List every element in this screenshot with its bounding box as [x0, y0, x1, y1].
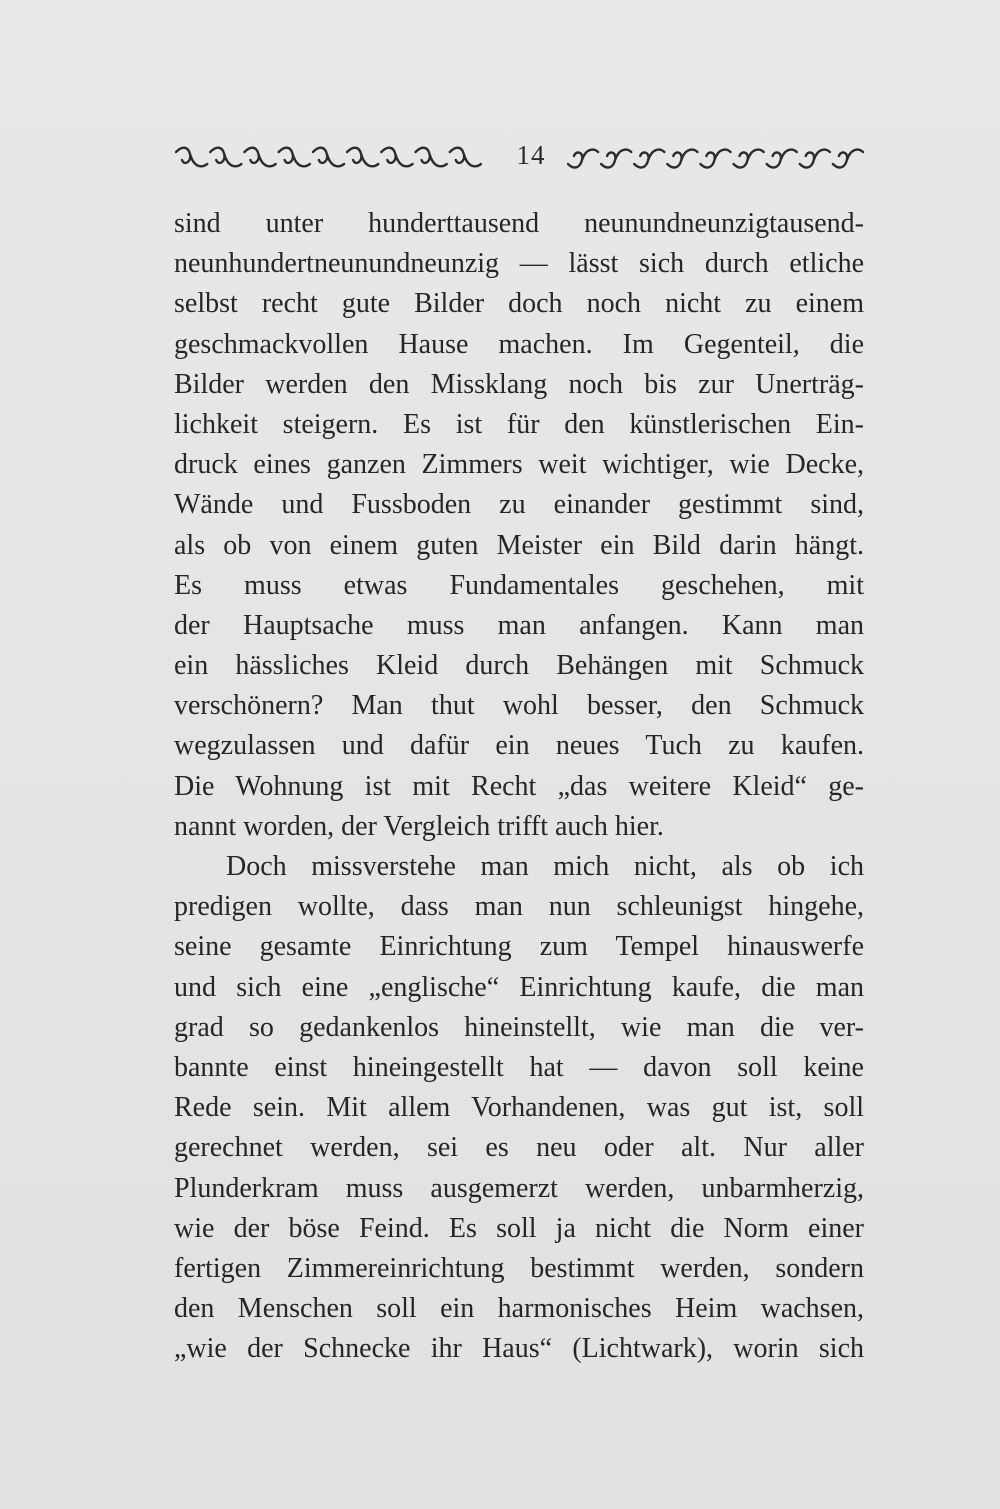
text-line: lichkeit steigern. Es ist für den künstlerischen Ein- [174, 408, 864, 440]
ornament-curl [734, 150, 764, 168]
ornament-curl [568, 150, 598, 168]
ornament-curl [800, 150, 830, 168]
ornament-curl [210, 148, 241, 167]
ornament-curl [313, 148, 344, 167]
text-line: seine gesamte Einrichtung zum Tempel hinauswerfe [174, 931, 864, 963]
text-line: Rede sein. Mit allem Vorhandenen, was gut ist, soll [174, 1092, 864, 1124]
text-line: gerechnet werden, sei es neu oder alt. Nur aller [174, 1132, 864, 1164]
text-line: grad so gedankenlos hineinstellt, wie man die ver- [174, 1011, 864, 1043]
text-line: Es muss etwas Fundamentales geschehen, mit [174, 569, 864, 601]
ornament-curl [767, 150, 797, 168]
text-line: als ob von einem guten Meister ein Bild darin hängt. [174, 529, 864, 561]
ornament-curl [176, 148, 207, 167]
text-line: druck eines ganzen Zimmers weit wichtiger, wie Decke, [174, 449, 864, 481]
ornament-curl [833, 150, 863, 168]
text-line: sind unter hunderttausend neunundneunzigtausend- [174, 208, 864, 239]
page-header [174, 138, 864, 178]
ornament-curl [347, 148, 378, 167]
text-line: verschönern? Man thut wohl besser, den Schmuck [174, 690, 864, 722]
text-line: wie der böse Feind. Es soll ja nicht die Norm einer [174, 1212, 864, 1244]
ornament-curl [244, 148, 275, 167]
text-line: Die Wohnung ist mit Recht „das weitere Kleid“ ge- [174, 770, 864, 802]
text-line: Bilder werden den Missklang noch bis zur Unerträg- [174, 368, 864, 400]
text-line: „wie der Schnecke ihr Haus“ (Lichtwark), worin sich [174, 1333, 864, 1365]
text-line: bannte einst hineingestellt hat — davon soll keine [174, 1051, 864, 1083]
right-header-ornament [566, 144, 864, 172]
ornament-curl [700, 150, 730, 168]
ornament-curl [450, 148, 481, 167]
page-number: 14 [516, 140, 546, 170]
ornament-curl [667, 150, 697, 168]
ornament-curl [634, 150, 664, 168]
text-line: und sich eine „englische“ Einrichtung kaufe, die man [174, 971, 864, 1003]
ornament-curl [416, 148, 447, 167]
text-line: neunhundertneunundneunzig — lässt sich durch etliche [174, 248, 864, 280]
text-line: Doch missverstehe man mich nicht, als ob ich [226, 851, 864, 882]
text-line: geschmackvollen Hause machen. Im Gegenteil, die [174, 328, 864, 360]
text-line: fertigen Zimmereinrichtung bestimmt werden, sondern [174, 1252, 864, 1284]
text-line: Wände und Fussboden zu einander gestimmt sind, [174, 489, 864, 521]
body-text [174, 204, 864, 1369]
left-header-ornament [174, 144, 482, 172]
text-line: wegzulassen und dafür ein neues Tuch zu kaufen. [174, 730, 864, 762]
text-line: den Menschen soll ein harmonisches Heim wachsen, [174, 1293, 864, 1325]
ornament-curl [381, 148, 412, 167]
text-line: nannt worden, der Vergleich trifft auch hier. [174, 810, 664, 842]
text-line: Plunderkram muss ausgemerzt werden, unbarmherzig, [174, 1172, 864, 1204]
ornament-curl [279, 148, 310, 167]
text-line: der Hauptsache muss man anfangen. Kann man [174, 609, 864, 641]
text-line: ein hässliches Kleid durch Behängen mit Schmuck [174, 650, 864, 682]
ornament-curl [601, 150, 631, 168]
text-line: selbst recht gute Bilder doch noch nicht zu einem [174, 288, 864, 320]
text-line: predigen wollte, dass man nun schleunigst hingehe, [174, 891, 864, 923]
